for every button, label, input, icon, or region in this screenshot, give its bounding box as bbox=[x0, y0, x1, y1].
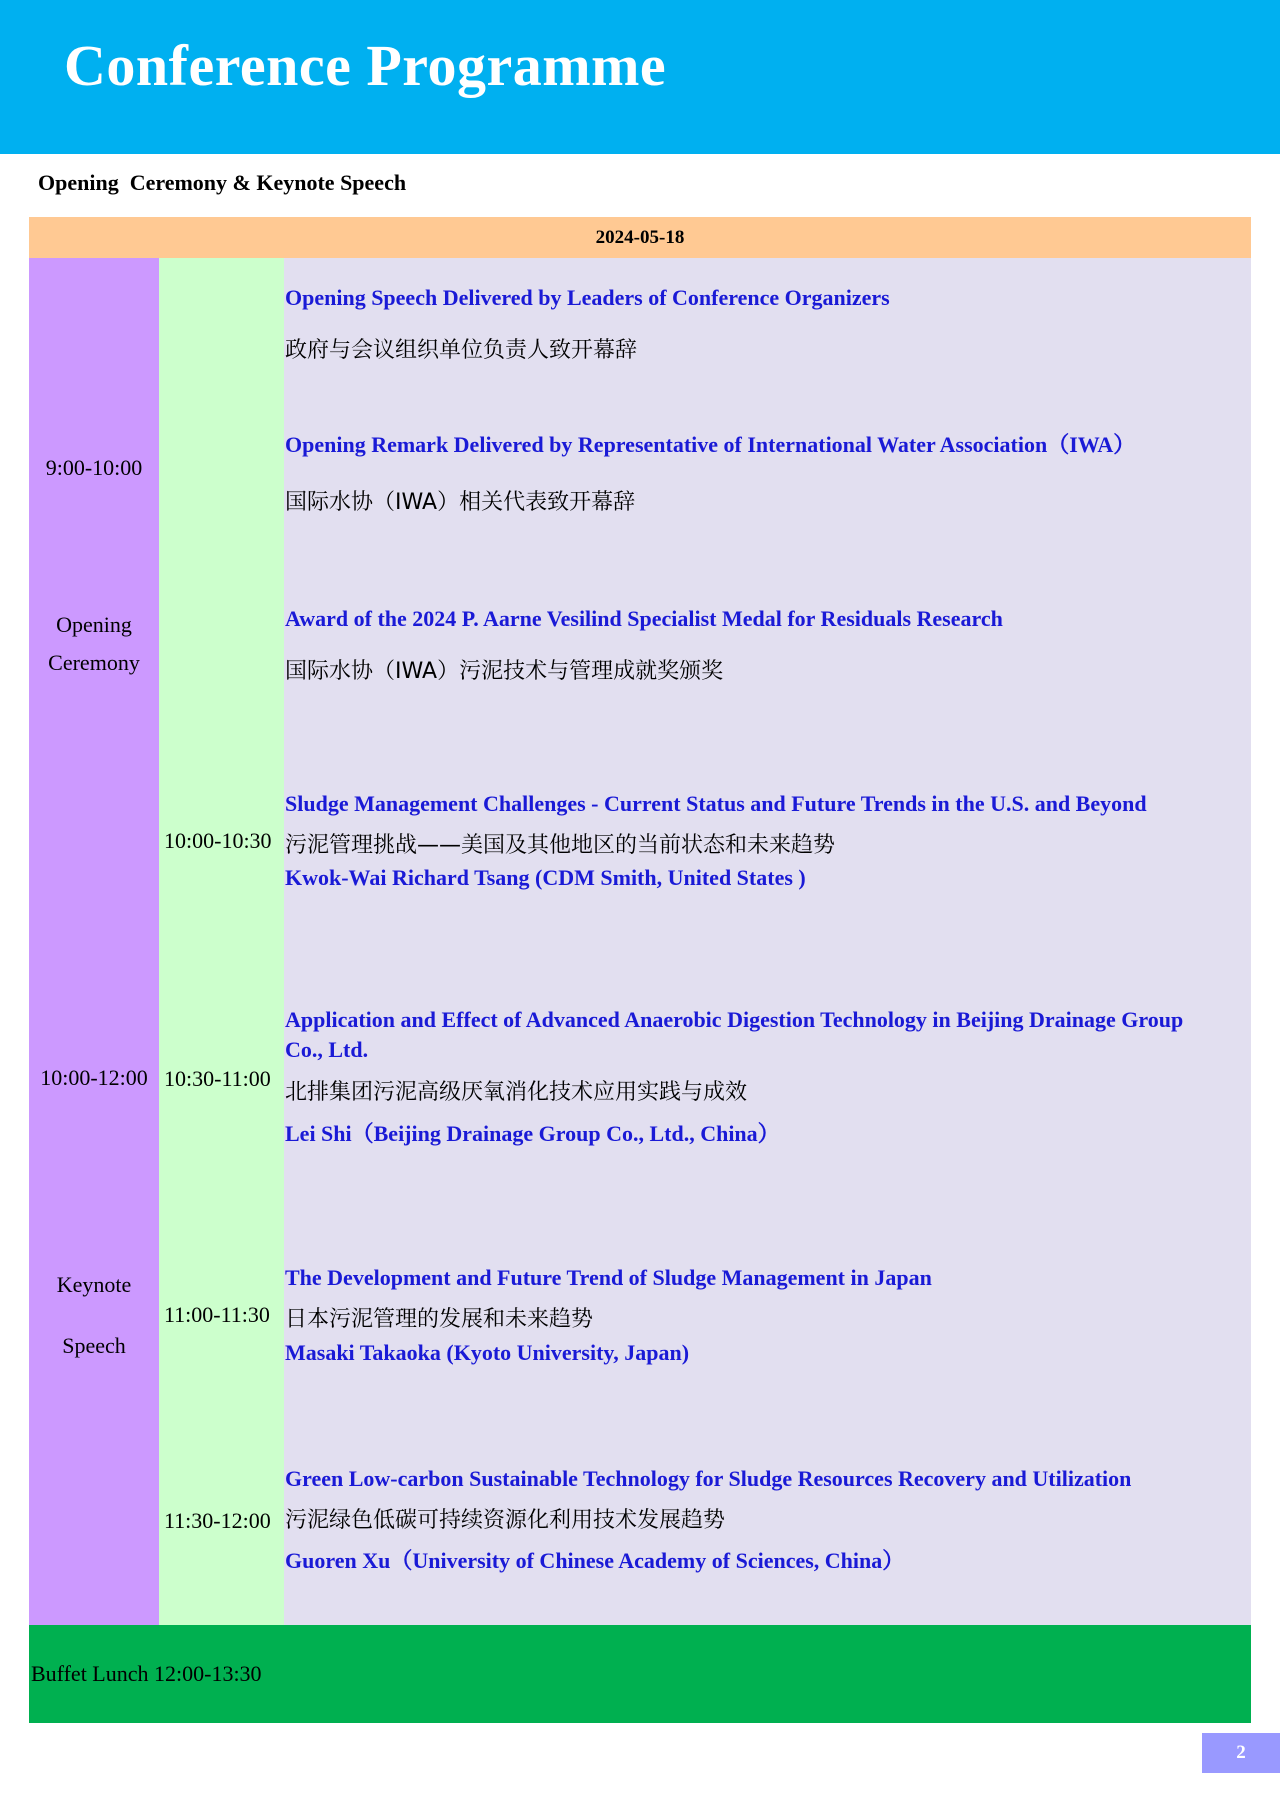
opening-item-chinese: 国际水协（IWA）相关代表致开幕辞 bbox=[285, 490, 636, 515]
keynote-title[interactable]: The Development and Future Trend of Sludge Management in Japan bbox=[285, 1265, 932, 1290]
keynote-title[interactable]: Green Low-carbon Sustainable Technology for Sludge Resources Recovery and Utilization bbox=[285, 1466, 1132, 1491]
lunch-label: Buffet Lunch 12:00-13:30 bbox=[31, 1661, 262, 1686]
keynote-speaker[interactable]: Masaki Takaoka (Kyoto University, Japan) bbox=[285, 1340, 690, 1365]
date-bar: 2024-05-18 bbox=[29, 217, 1251, 258]
keynote-speaker[interactable]: Kwok-Wai Richard Tsang (CDM Smith, United States ) bbox=[285, 865, 806, 890]
keynote-speaker[interactable]: Guoren Xu（University of Chinese Academy of Sciences, China） bbox=[285, 1548, 905, 1573]
keynote-title[interactable]: Sludge Management Challenges - Current Status and Future Trends in the U.S. and Beyond bbox=[285, 791, 1147, 816]
keynote-session-label-line2: Speech bbox=[62, 1333, 126, 1358]
content-column bbox=[284, 258, 1251, 1625]
keynote-time: 10:00-10:30 bbox=[164, 828, 272, 853]
opening-session-label-line2: Ceremony bbox=[48, 650, 140, 675]
keynote-speaker[interactable]: Lei Shi（Beijing Drainage Group Co., Ltd., China） bbox=[285, 1121, 780, 1146]
keynote-session-time: 10:00-12:00 bbox=[40, 1065, 148, 1090]
keynote-chinese-title: 污泥管理挑战——美国及其他地区的当前状态和未来趋势 bbox=[285, 833, 836, 858]
keynote-time: 11:30-12:00 bbox=[164, 1508, 271, 1533]
opening-item-title[interactable]: Opening Speech Delivered by Leaders of Conference Organizers bbox=[285, 285, 890, 310]
opening-item-chinese: 政府与会议组织单位负责人致开幕辞 bbox=[285, 338, 638, 363]
opening-item-title[interactable]: Award of the 2024 P. Aarne Vesilind Specialist Medal for Residuals Research bbox=[285, 606, 1003, 631]
page-title: Conference Programme bbox=[64, 33, 667, 98]
keynote-chinese-title: 污泥绿色低碳可持续资源化利用技术发展趋势 bbox=[285, 1508, 726, 1533]
section-title: Opening Ceremony & Keynote Speech bbox=[38, 170, 407, 195]
header-banner bbox=[0, 0, 1280, 154]
opening-session-time: 9:00-10:00 bbox=[45, 455, 143, 480]
time-column bbox=[159, 258, 284, 1625]
keynote-session-label-line1: Keynote bbox=[56, 1272, 132, 1297]
keynote-time: 11:00-11:30 bbox=[164, 1302, 270, 1327]
lunch-bar bbox=[29, 1625, 1251, 1723]
page-number-badge: 2 bbox=[1202, 1733, 1280, 1773]
opening-item-title[interactable]: Opening Remark Delivered by Representative of International Water Association（IWA） bbox=[285, 432, 1136, 457]
keynote-time: 10:30-11:00 bbox=[164, 1066, 271, 1091]
opening-item-chinese: 国际水协（IWA）污泥技术与管理成就奖颁奖 bbox=[285, 659, 724, 684]
keynote-chinese-title: 北排集团污泥高级厌氧消化技术应用实践与成效 bbox=[285, 1080, 748, 1105]
keynote-title[interactable]: Application and Effect of Advanced Anaerobic Digestion Technology in Beijing Drainage Group Co., Ltd. bbox=[285, 1007, 1184, 1062]
keynote-chinese-title: 日本污泥管理的发展和未来趋势 bbox=[285, 1307, 594, 1332]
opening-session-label-line1: Opening bbox=[56, 612, 132, 637]
